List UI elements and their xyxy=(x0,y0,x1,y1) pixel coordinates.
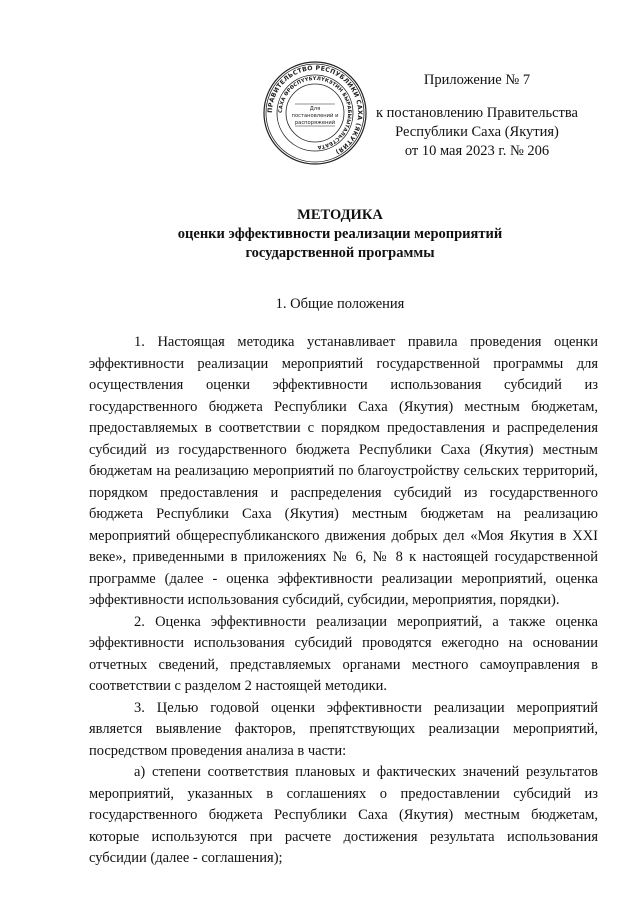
seal-center-line-3: распоряжений xyxy=(294,120,336,126)
document-title xyxy=(60,206,620,263)
paragraph-3a: а) степени соответствия плановых и фактических значений результатов мероприятий, указанных в соглашениях о предоставлении субсидий из государственного бюджета Республики Саха (Якутия) местным бюджетам, которые используются при расчете достижения результата использования субсидии (далее - соглашения); xyxy=(89,764,598,866)
decree-reference xyxy=(372,104,582,161)
seal-center-line-1: Для xyxy=(309,106,321,112)
decree-line-2: Республики Саха (Якутия) xyxy=(395,124,559,140)
paragraph-2: 2. Оценка эффективности реализации мероприятий, а также оценка эффективности использования субсидий проводятся ежегодно на основании отчетных сведений, представляемых органами местного самоуправления в соответствии с разделом 2 настоящей методики. xyxy=(89,613,598,694)
decree-line-3: от 10 мая 2023 г. № 206 xyxy=(404,143,550,159)
seal-outer-text: ПРАВИТЕЛЬСТВО РЕСПУБЛИКИ САХА (ЯКУТИЯ) xyxy=(266,64,364,156)
title-heading: МЕТОДИКА xyxy=(297,207,383,223)
official-seal-stamp xyxy=(262,60,368,166)
seal-center-line-2: постановлений и xyxy=(291,113,339,119)
seal-graphic xyxy=(262,60,368,166)
appendix-number: Приложение № 7 xyxy=(423,72,531,88)
paragraph-3: 3. Целью годовой оценки эффективности реализации мероприятий является выявление факторов, препятствующих реализации мероприятий, посредством проведения анализа в части: xyxy=(89,699,598,759)
seal-inner-text: САХА ӨРӨСПҮҮБҮЛҮКЭТИН БЫРАБЫЫТАЛЬСТБАТА xyxy=(277,75,353,150)
section-heading: 1. Общие положения xyxy=(275,296,405,312)
paragraph-1: 1. Настоящая методика устанавливает правила проведения оценки эффективности реализации мероприятий государственной программы для осуществления оценки эффективности использования субсидий из государственного бюджета Республики Саха (Якутия) местным бюджетам, предоставляемых в соответствии с порядком предоставления и распределения субсидий из государственного бюджета Республики Саха (Якутия) местным бюджетам на реализацию мероприятий по благоустройству сельских территорий, порядком предоставления и распределения субсидий из государственного бюджета Республики Саха (Якутия) местным бюджетам на реализацию мероприятий общереспубликанского движения добрых дел «Моя Якутия в XXI веке», приведенными в приложениях № 6, № 8 к настоящей государственной программе (далее - оценка эффективности реализации мероприятий, оценка эффективности использования субсидий, субсидии, мероприятия, порядки). xyxy=(89,334,598,608)
document-body xyxy=(89,332,598,870)
title-subtitle-line-2: государственной программы xyxy=(245,245,435,261)
title-subtitle-line-1: оценки эффективности реализации мероприятий xyxy=(177,226,503,242)
decree-line-1: к постановлению Правительства xyxy=(376,105,578,121)
